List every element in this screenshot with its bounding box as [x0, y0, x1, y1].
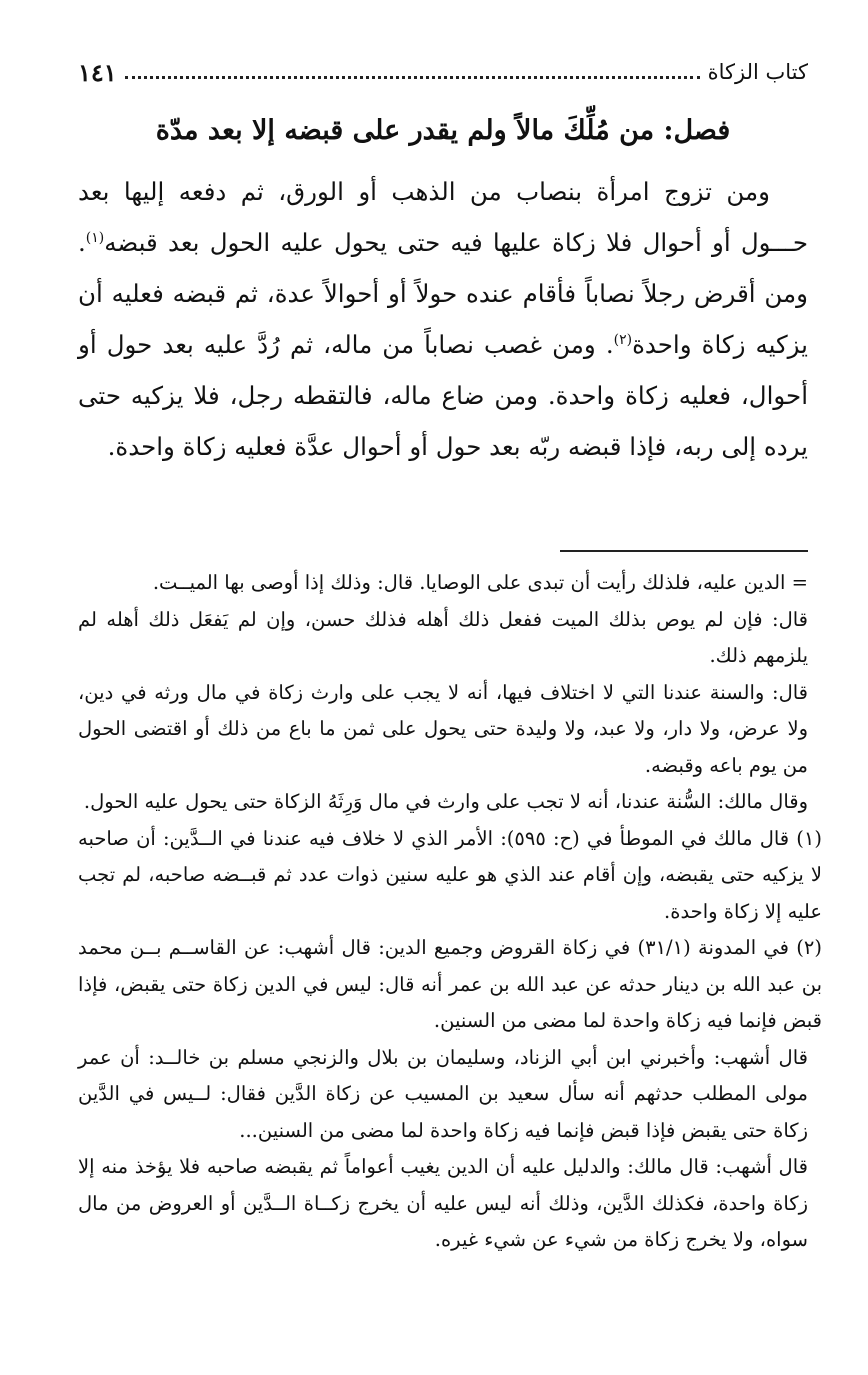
body-text-3: . ومن غصب نصاباً من ماله، ثم رُدَّ عليه بعد حول أو أحوال، فعليه زكاة واحدة. ومن ضاع ماله، فالتقطه رجل، فلا يزكيه حتى يرده إلى ربه، فإذا قبضه ربّه بعد حول أو أحوال عدَّة فعليه زكاة واحدة. — [78, 330, 808, 461]
footnote-ref-2: (٢) — [613, 331, 633, 348]
footnote-separator — [560, 550, 808, 552]
running-header — [78, 54, 808, 90]
body-text-2: . ومن أقرض رجلاً نصاباً فأقام عنده حولاً أو أحوالاً عدة، ثم قبضه فعليه أن يزكيه زكاة واحدة — [78, 228, 808, 359]
footnote-2: (٢) في المدونة (٣١/١) في زكاة القروض وجميع الدين: قال أشهب: عن القاســم بــن محمد بن عبد الله بن دينار حدثه عن عبد الله بن عمر أنه قال: ليس في الدين زكاة حتى يقبض، فإذا قبض فإنما فيه زكاة واحدة لما مضى من السنين. — [78, 936, 822, 1032]
body-text-1: ومن تزوج امرأة بنصاب من الذهب أو الورق، ثم دفعه إليها بعد حـــول أو أحوال فلا زكاة عليها فيه حتى يحول عليه الحول بعد قبضه — [78, 177, 808, 257]
footnote-1: (١) قال مالك في الموطأ في (ح: ٥٩٥): الأمر الذي لا خلاف فيه عندنا في الــدَّين: أن صاحبه لا يزكيه حتى يقبضه، وإن أقام عند الذي هو عليه سنين ذوات عدد ثم قبــضه صاحبه، لم تجب عليه إلا زكاة واحدة. — [78, 826, 822, 923]
footnote-continuation: = الدين عليه، فلذلك رأيت أن تبدى على الوصايا. قال: وذلك إذا أوصى بها الميــت. — [152, 571, 808, 594]
book-title: كتاب الزكاة — [707, 60, 808, 84]
section-title: فصل: من مُلِّكَ مالاً ولم يقدر على قبضه إلا بعد مدّة — [155, 115, 731, 146]
main-paragraph — [78, 166, 808, 472]
footnotes — [78, 565, 822, 1259]
footnote-paragraph: قال: فإن لم يوص بذلك الميت ففعل ذلك أهله فذلك حسن، وإن لم يَفعَل ذلك أهله لم يلزمهم ذلك. — [78, 607, 808, 667]
footnote-paragraph: قال أشهب: وأخبرني ابن أبي الزناد، وسليمان بن بلال والزنجي مسلم بن خالــد: أن عمر مولى المطلب حدثهم أنه سأل سعيد بن المسيب عن زكاة الدَّين فقال: لــيس في الدَّين زكاة حتى يقبض فإذا قبض فإنما فيه زكاة واحدة لما مضى من السنين... — [78, 1045, 808, 1142]
leader-dots — [125, 76, 700, 79]
footnote-ref-1: (١) — [85, 229, 105, 246]
footnote-paragraph: قال: والسنة عندنا التي لا اختلاف فيها، أنه لا يجب على وارث زكاة في مال ورثه في دين، ولا عرض، ولا دار، ولا عبد، ولا وليدة حتى يحول على ثمن ما باع من ذلك أو اقتضى الحول من يوم باعه وقبضه. — [78, 680, 808, 777]
footnote-paragraph: قال أشهب: قال مالك: والدليل عليه أن الدين يغيب أعواماً ثم يقبضه صاحبه فلا يؤخذ منه إلا زكاة واحدة، فكذلك الدَّين، وذلك أنه ليس عليه أن يخرج زكــاة الــدَّين أو العروض من مال سواه، ولا يخرج زكاة من شيء عن شيء غيره. — [78, 1155, 808, 1251]
page-number: ١٤١ — [78, 57, 117, 87]
footnote-paragraph: وقال مالك: السُّنة عندنا، أنه لا تجب على وارث في مال وَرِثَهُ الزكاة حتى يحول عليه الحول. — [83, 790, 808, 813]
